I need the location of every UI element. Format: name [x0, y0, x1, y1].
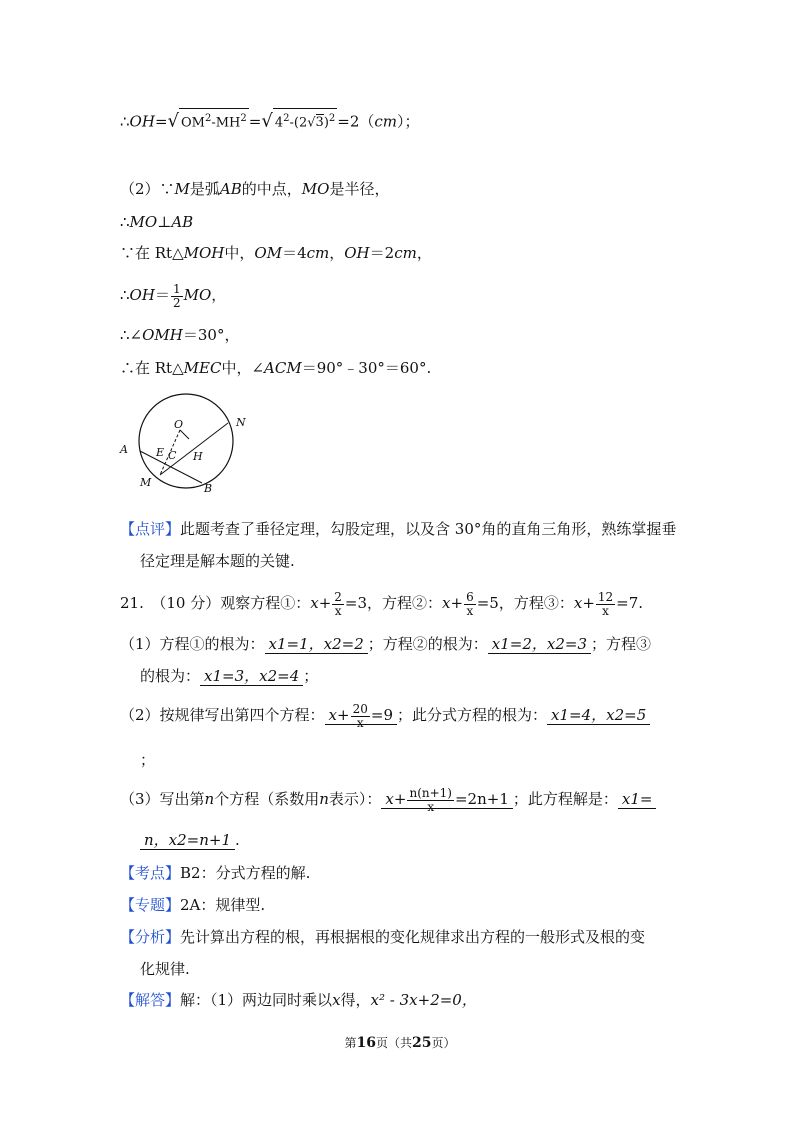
text: ∴: [120, 286, 130, 304]
text: .: [235, 831, 240, 849]
text: 21. （10 分）观察方程①：: [120, 594, 311, 612]
text: 页）: [431, 1036, 456, 1050]
denominator: x: [466, 603, 474, 618]
text: ；方程③: [591, 635, 652, 653]
text: 中，: [224, 244, 255, 262]
num: 4: [274, 115, 284, 131]
text: 径定理是解本题的关键.: [140, 552, 295, 570]
text: B2：分式方程的解.: [180, 864, 311, 882]
equation: x² - 3x+2=0，: [370, 991, 477, 1009]
fraction: [596, 591, 615, 618]
oh-calc-line: [120, 108, 420, 133]
var: MEC: [183, 359, 222, 377]
op: +: [582, 594, 595, 612]
var: x: [310, 594, 319, 612]
var: MO: [301, 180, 330, 198]
var: MO: [129, 213, 158, 231]
text: 页（共: [375, 1036, 412, 1050]
numerator: 2: [334, 589, 342, 604]
nth-equation: [381, 785, 512, 814]
answer-3: x1=3，x2=4: [200, 667, 303, 686]
text: 得，: [340, 991, 371, 1009]
op: +: [393, 790, 407, 808]
segment-oh: [180, 430, 189, 439]
comment-line1: [120, 519, 676, 539]
text: （3）写出第: [120, 790, 205, 808]
text: ；: [303, 667, 319, 685]
unit: cm: [394, 244, 417, 262]
var: AB: [219, 180, 242, 198]
var: MOH: [183, 244, 225, 262]
fourth-equation: [325, 701, 397, 730]
text: 表示）：: [328, 790, 382, 808]
zhuanti-tag: 【专题】: [120, 896, 181, 914]
label-O: O: [174, 418, 184, 431]
var: n: [319, 790, 329, 808]
q21-part2-semicolon: [140, 750, 155, 770]
var: x: [385, 790, 394, 808]
text: =7.: [616, 594, 644, 612]
var: OM: [254, 244, 283, 262]
part2-line3: [120, 243, 432, 263]
exp: 2: [328, 113, 336, 124]
circle-diagram: [118, 393, 258, 503]
text: ，: [329, 244, 345, 262]
text: ＝2: [369, 244, 395, 262]
numerator: 20: [352, 701, 368, 716]
var: MO: [183, 286, 212, 304]
text: 先计算出方程的根，再根据根的变化规律求出方程的一般形式及根的变: [180, 928, 646, 946]
text: ；: [140, 751, 156, 769]
fenxi-line1: [120, 927, 645, 947]
q21-part1-line2: [140, 666, 318, 686]
var: ACM: [264, 359, 302, 377]
text: =9: [370, 706, 393, 724]
numerator: 12: [597, 589, 614, 604]
text: ＝4: [282, 244, 307, 262]
jieda-tag: 【解答】: [120, 991, 181, 1009]
num: -(2: [289, 115, 308, 131]
q21-part2-line: [120, 698, 650, 732]
text: ∴在 Rt△: [120, 359, 184, 377]
text: =3，方程②：: [344, 594, 443, 612]
text: ，: [416, 244, 432, 262]
text: ∵在 Rt△: [120, 244, 184, 262]
numerator: 6: [466, 589, 474, 604]
exp: 2: [204, 113, 212, 124]
answer-part: x1=: [618, 790, 657, 809]
fraction: [351, 703, 370, 730]
var: x: [442, 594, 451, 612]
text: （2）∵: [120, 180, 175, 198]
fraction-half: [171, 283, 183, 310]
text: ＝30°，: [182, 326, 240, 344]
var: x: [573, 594, 583, 612]
text: 是弧: [189, 180, 220, 198]
label-C: C: [168, 449, 177, 462]
fraction: [464, 591, 476, 618]
text: （1）方程①的根为：: [120, 635, 265, 653]
label-N: N: [236, 416, 246, 429]
tail: ）；: [397, 112, 420, 131]
q21-part1-line1: [120, 634, 651, 654]
text: 化规律.: [140, 960, 190, 978]
answer-1: x1=1，x2=2: [265, 635, 368, 654]
text: （2）按规律写出第四个方程：: [120, 706, 325, 724]
label-H: H: [193, 450, 203, 463]
text: 解：（1）两边同时乘以: [180, 991, 333, 1009]
denominator: x: [427, 799, 435, 814]
text: ；方程②的根为：: [367, 635, 488, 653]
kaodian-tag: 【考点】: [120, 864, 181, 882]
var: n: [204, 790, 215, 808]
q21-line: [120, 586, 643, 620]
text: 的根为：: [140, 667, 201, 685]
text: 是半径，: [329, 180, 390, 198]
fraction: [332, 591, 344, 618]
text: =2n+1: [454, 790, 509, 808]
page-footer: [0, 1034, 800, 1051]
label-M: M: [140, 476, 152, 489]
text: =5，方程③：: [476, 594, 574, 612]
var: OMH: [142, 326, 183, 344]
fenxi-line2: [140, 959, 190, 979]
text: 此题考查了垂径定理，勾股定理，以及含 30°角的直角三角形，熟练掌握垂: [180, 520, 677, 538]
text: ，: [211, 286, 227, 304]
denominator: x: [334, 603, 342, 618]
therefore-symbol: ∴: [120, 112, 130, 131]
var: x: [332, 991, 341, 1009]
unit: cm: [374, 112, 398, 131]
text: 中，∠: [221, 359, 265, 377]
var: OH: [344, 244, 370, 262]
text: ；此方程解是：: [512, 790, 618, 808]
answer-part: n，x2=n+1: [140, 831, 235, 850]
q21-part3-line1: [120, 780, 656, 818]
exp: 2: [283, 113, 290, 124]
var: M: [174, 180, 190, 198]
radicand-1: [179, 108, 249, 133]
text: ＝: [154, 286, 170, 304]
op: +: [450, 594, 464, 612]
text: ＝90°﹣30°＝60°.: [301, 359, 432, 377]
part2-line1: [120, 179, 389, 199]
text: 第: [344, 1036, 357, 1050]
equals: =: [154, 112, 168, 131]
text: ∴: [120, 213, 130, 231]
q21-part3-line2: [140, 830, 240, 850]
unit: cm: [306, 244, 330, 262]
text: 个方程（系数用: [214, 790, 320, 808]
var: x: [328, 706, 338, 724]
var: OH: [129, 286, 155, 304]
page-number: 16: [356, 1035, 376, 1051]
radicand-mh: -MH: [211, 115, 241, 131]
circle: [139, 394, 233, 488]
jieda-line: [120, 990, 477, 1010]
text: ；此分式方程的根为：: [397, 706, 548, 724]
label-A: A: [120, 443, 128, 456]
comment-tag: 【点评】: [120, 520, 181, 538]
zhuanti-line: [120, 895, 265, 915]
part2-line6: [120, 358, 431, 378]
answer: x1=4，x2=5: [547, 706, 650, 725]
numerator: 1: [172, 281, 181, 296]
fraction: [407, 787, 454, 814]
denominator: x: [356, 715, 364, 730]
exp: 2: [240, 113, 247, 124]
radical-sign: √: [167, 110, 179, 132]
fenxi-tag: 【分析】: [120, 928, 181, 946]
op: +: [318, 594, 332, 612]
label-B: B: [204, 482, 213, 495]
num: 3: [315, 115, 324, 131]
part2-line5: [120, 325, 239, 345]
equals: =: [248, 112, 262, 131]
result: =2（: [337, 112, 375, 131]
radical-sign: √: [261, 110, 273, 132]
radicand-2: [273, 108, 337, 133]
comment-line2: [140, 551, 295, 571]
var: AB: [171, 213, 194, 231]
denominator: 2: [172, 295, 181, 310]
radical-sign: √: [307, 115, 316, 131]
var-oh: OH: [129, 112, 155, 131]
denominator: x: [602, 603, 609, 618]
text: 的中点，: [241, 180, 302, 198]
total-pages: 25: [412, 1035, 432, 1051]
text: 2A：规律型.: [180, 896, 266, 914]
kaodian-line: [120, 863, 310, 883]
part2-line4: [120, 280, 226, 310]
text: ⊥: [157, 213, 172, 231]
op: +: [337, 706, 350, 724]
part2-line2: [120, 212, 193, 232]
paren: ): [323, 115, 329, 131]
text: ∴∠: [120, 326, 143, 344]
numerator: n(n+1): [409, 785, 452, 800]
radicand-om: OM: [181, 115, 205, 131]
answer-2: x1=2，x2=3: [488, 635, 591, 654]
label-E: E: [156, 446, 165, 459]
